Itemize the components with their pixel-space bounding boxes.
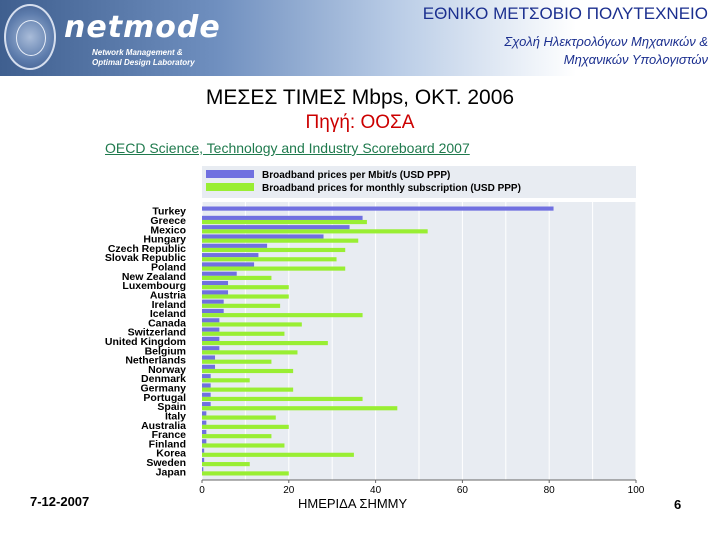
bar-mbit-denmark (202, 374, 211, 378)
category-label: Korea (156, 447, 186, 460)
bar-monthly-denmark (202, 378, 250, 382)
page-number: 6 (674, 497, 682, 512)
category-label: Spain (157, 401, 186, 414)
footer-event: ΗΜΕΡΙΔΑ ΣΗΜΜΥ (298, 496, 408, 511)
bar-mbit-france (202, 430, 206, 434)
legend-label-2: Broadband prices for monthly subscription (USD PPP) (262, 183, 521, 194)
category-label: Turkey (152, 205, 186, 218)
bar-monthly-finland (202, 443, 284, 447)
bar-mbit-canada (202, 318, 219, 322)
category-label: Iceland (149, 308, 186, 321)
category-label: Norway (148, 363, 186, 376)
bar-monthly-austria (202, 294, 289, 298)
bar-mbit-portugal (202, 393, 211, 397)
x-tick-label: 20 (283, 485, 295, 495)
bar-mbit-turkey (202, 207, 554, 211)
logo-subtitle-2: Optimal Design Laboratory (92, 58, 195, 67)
category-label: Australia (141, 419, 186, 432)
category-label: New Zealand (121, 270, 186, 283)
legend-swatch-2 (206, 183, 254, 191)
bar-mbit-greece (202, 216, 363, 220)
bar-monthly-poland (202, 267, 345, 271)
x-tick-label: 0 (199, 485, 205, 495)
category-label: Belgium (144, 345, 186, 358)
bar-monthly-canada (202, 322, 302, 326)
category-label: Switzerland (127, 326, 186, 339)
bar-mbit-italy (202, 411, 206, 415)
bar-monthly-mexico (202, 229, 428, 233)
bar-mbit-poland (202, 262, 254, 266)
bar-mbit-sweden (202, 458, 204, 462)
bar-mbit-austria (202, 290, 228, 294)
bar-mbit-finland (202, 439, 206, 443)
x-tick-label: 40 (370, 485, 382, 495)
bar-mbit-new-zealand (202, 272, 237, 276)
category-label: Finland (148, 438, 186, 451)
category-label: France (151, 429, 186, 442)
bar-monthly-italy (202, 415, 276, 419)
bar-mbit-switzerland (202, 328, 219, 332)
category-label: Luxembourg (122, 280, 186, 293)
bar-mbit-mexico (202, 225, 350, 229)
category-label: Denmark (141, 373, 186, 386)
slide-title: ΜΕΣΕΣ ΤΙΜΕΣ Mbps, ΟΚΤ. 2006 (205, 86, 515, 109)
bar-mbit-korea (202, 449, 204, 453)
bar-monthly-greece (202, 220, 367, 224)
bar-mbit-iceland (202, 309, 224, 313)
bar-monthly-australia (202, 425, 289, 429)
bar-monthly-hungary (202, 239, 358, 243)
category-label: Japan (155, 466, 186, 479)
category-label: United Kingdom (104, 336, 186, 348)
category-label: Italy (164, 410, 186, 423)
bar-mbit-norway (202, 365, 215, 369)
bar-monthly-france (202, 434, 271, 438)
bar-monthly-luxembourg (202, 285, 289, 289)
school-name-line-2: Μηχανικών Υπολογιστών (563, 52, 708, 67)
legend-swatch-1 (206, 170, 254, 178)
category-label: Hungary (143, 233, 186, 246)
bar-monthly-japan (202, 471, 289, 475)
category-label: Poland (150, 261, 186, 274)
bar-monthly-united-kingdom (202, 341, 328, 345)
school-name-line-1: Σχολή Ηλεκτρολόγων Μηχανικών & (504, 34, 708, 49)
category-label: Sweden (146, 457, 186, 470)
bar-monthly-netherlands (202, 360, 271, 364)
category-label: Czech Republic (107, 242, 186, 255)
bar-monthly-germany (202, 388, 293, 392)
category-label: Mexico (150, 224, 186, 237)
bar-mbit-spain (202, 402, 211, 406)
bar-mbit-hungary (202, 234, 324, 238)
bar-monthly-spain (202, 406, 397, 410)
bar-monthly-sweden (202, 462, 250, 466)
category-label: Slovak Republic (104, 252, 186, 265)
x-tick-label: 80 (543, 485, 555, 495)
chart-title: OECD Science, Technology and Industry Scoreboard 2007 (105, 140, 470, 156)
bar-monthly-slovak-republic (202, 257, 337, 261)
bar-mbit-luxembourg (202, 281, 228, 285)
bar-monthly-korea (202, 453, 354, 457)
bar-mbit-united-kingdom (202, 337, 219, 341)
category-label: Greece (150, 214, 186, 227)
broadband-price-chart (0, 160, 720, 495)
bar-monthly-portugal (202, 397, 363, 401)
bar-monthly-switzerland (202, 332, 284, 336)
footer-date: 7-12-2007 (30, 494, 90, 509)
bar-mbit-germany (202, 383, 211, 387)
x-tick-label: 100 (627, 485, 645, 495)
slide-source: Πηγή: ΟΟΣΑ (305, 112, 415, 133)
bar-mbit-czech-republic (202, 244, 267, 248)
university-seal-icon (4, 4, 56, 70)
bar-mbit-netherlands (202, 355, 215, 359)
bar-mbit-ireland (202, 300, 224, 304)
bar-mbit-australia (202, 421, 206, 425)
bar-monthly-czech-republic (202, 248, 345, 252)
institution-title: ΕΘΝΙΚΟ ΜΕΤΣΟΒΙΟ ΠΟΛΥΤΕΧΝΕΙΟ (422, 4, 708, 23)
bar-mbit-japan (202, 467, 203, 471)
bar-mbit-belgium (202, 346, 219, 350)
category-label: Germany (140, 382, 186, 395)
legend-label-1: Broadband prices per Mbit/s (USD PPP) (262, 170, 451, 181)
category-label: Ireland (151, 298, 186, 311)
bar-monthly-ireland (202, 304, 280, 308)
bar-monthly-norway (202, 369, 293, 373)
bar-monthly-new-zealand (202, 276, 271, 280)
x-tick-label: 60 (456, 485, 468, 495)
category-label: Canada (148, 317, 186, 330)
bar-monthly-belgium (202, 350, 297, 354)
logo-subtitle-1: Network Management & (92, 48, 183, 57)
bar-monthly-iceland (202, 313, 363, 317)
bar-mbit-slovak-republic (202, 253, 258, 257)
category-label: Portugal (143, 391, 186, 404)
category-label: Austria (149, 289, 186, 302)
category-label: Netherlands (125, 354, 186, 367)
netmode-logo: netmode (64, 10, 221, 45)
